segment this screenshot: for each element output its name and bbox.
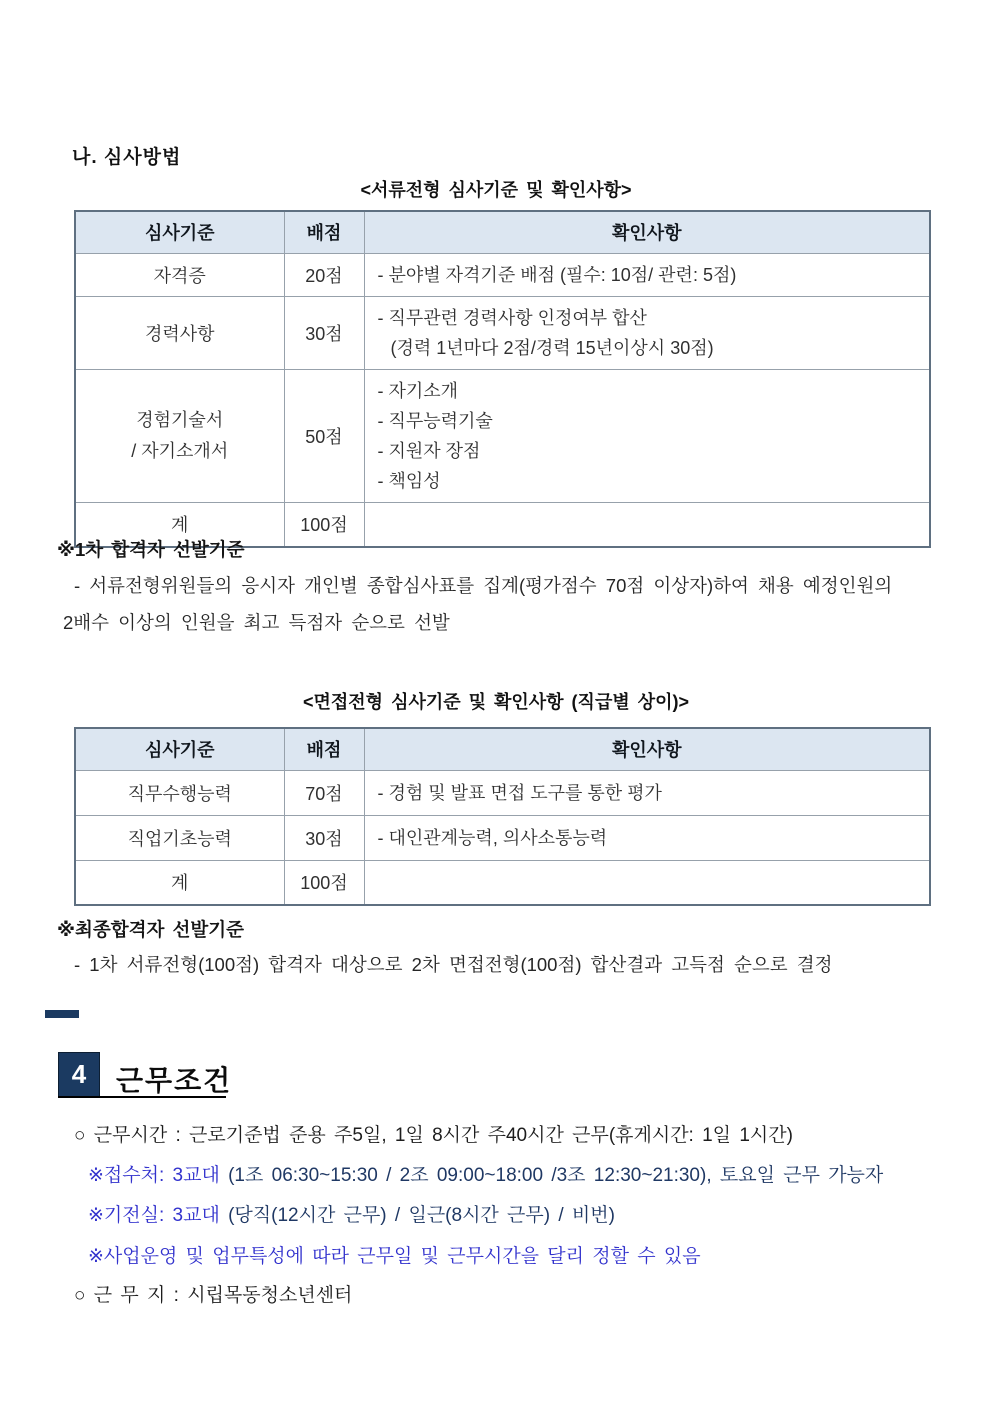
- table-cell-details: [364, 815, 930, 860]
- detail-line: (경력 1년마다 2점/경력 15년이상시 30점): [390, 337, 714, 358]
- table-cell-details: [364, 296, 930, 369]
- table-header-details: 확인사항: [364, 211, 930, 253]
- table-row: [75, 369, 930, 502]
- detail-line: - 대인관계능력, 의사소통능력: [377, 827, 608, 848]
- table-cell-points: 70점: [284, 770, 364, 815]
- table-header-details: 확인사항: [364, 728, 930, 770]
- table-cell-points: 50점: [284, 369, 364, 502]
- table2-title: <면접전형 심사기준 및 확인사항 (직급별 상이)>: [303, 692, 689, 712]
- work-reception-prefix: ※접수처: 3교대: [88, 1165, 220, 1186]
- table-row: [75, 296, 930, 369]
- detail-line: - 자기소개: [377, 380, 459, 401]
- table-row: [75, 253, 930, 296]
- table-header-criteria: 심사기준: [75, 728, 284, 770]
- table-row-total: [75, 860, 930, 905]
- work-reception-detail: (1조 06:30~15:30 / 2조 09:00~18:00 /3조 12:30~21:30), 토요일 근무 가능자: [219, 1165, 884, 1186]
- work-location-line: ○ 근 무 지 : 시립목동청소년센터: [74, 1285, 353, 1306]
- detail-line: - 경험 및 발표 면접 도구를 통한 평가: [377, 782, 662, 803]
- table-cell-details: [364, 253, 930, 296]
- table-cell-criteria: 계: [75, 860, 284, 905]
- work-schedule-note-line: ※사업운영 및 업무특성에 따라 근무일 및 근무시간을 달리 정할 수 있음: [88, 1246, 701, 1267]
- table-cell-points: 20점: [284, 253, 364, 296]
- table-cell-criteria: 경력사항: [75, 296, 284, 369]
- table-cell-criteria: 자격증: [75, 253, 284, 296]
- table-row: [75, 815, 930, 860]
- work-reception-line: [88, 1160, 883, 1187]
- note1-heading: ※1차 합격자 선발기준: [57, 539, 245, 560]
- table-cell-criteria: 직무수행능력: [75, 770, 284, 815]
- table-header-criteria: 심사기준: [75, 211, 284, 253]
- work-machine-room-detail: (당직(12시간 근무) / 일근(8시간 근무) / 비번): [219, 1205, 615, 1226]
- section4-number-box: [58, 1052, 100, 1097]
- detail-line: - 직무능력기술: [377, 410, 493, 431]
- section4-underline: [58, 1096, 226, 1098]
- table1-title: <서류전형 심사기준 및 확인사항>: [360, 180, 632, 200]
- table-header-row: [75, 728, 930, 770]
- criteria-line: 경험기술서: [136, 409, 224, 430]
- table-cell-criteria: [75, 369, 284, 502]
- interview-screening-table: [74, 727, 931, 906]
- table-cell-details: [364, 860, 930, 905]
- detail-line: - 분야별 자격기준 배점 (필수: 10점/ 관련: 5점): [377, 264, 737, 285]
- table-cell-details: [364, 770, 930, 815]
- note1-line-2: 2배수 이상의 인원을 최고 득점자 순으로 선발: [63, 612, 450, 633]
- work-machine-room-prefix: ※기전실: 3교대: [88, 1205, 220, 1226]
- table-cell-details: [364, 502, 930, 547]
- detail-line: - 직무관련 경력사항 인정여부 합산: [377, 307, 647, 328]
- section4-number: 4: [71, 1059, 87, 1089]
- section4-accent-dash: [45, 1010, 79, 1018]
- table-cell-points: 30점: [284, 296, 364, 369]
- detail-line: - 지원자 장점: [377, 440, 481, 461]
- table-cell-criteria: 계: [75, 502, 284, 547]
- section4-title: 근무조건: [116, 1065, 233, 1096]
- table-cell-points: 100점: [284, 502, 364, 547]
- table-cell-points: 30점: [284, 815, 364, 860]
- table-header-points: 배점: [284, 211, 364, 253]
- table-row: [75, 770, 930, 815]
- table-cell-criteria: 직업기초능력: [75, 815, 284, 860]
- criteria-line: / 자기소개서: [131, 440, 229, 461]
- detail-line: - 책임성: [377, 470, 441, 491]
- work-machine-room-line: [88, 1200, 615, 1227]
- note2-line-1: - 1차 서류전형(100점) 합격자 대상으로 2차 면접전형(100점) 합산결과 고득점 순으로 결정: [74, 954, 833, 975]
- document-screening-table: [74, 210, 931, 548]
- work-hours-line: ○ 근무시간 : 근로기준법 준용 주5일, 1일 8시간 주40시간 근무(휴게시간: 1일 1시간): [74, 1125, 793, 1146]
- note2-heading: ※최종합격자 선발기준: [57, 919, 244, 940]
- table-cell-details: [364, 369, 930, 502]
- table-header-row: [75, 211, 930, 253]
- note1-line-1: - 서류전형위원들의 응시자 개인별 종합심사표를 집계(평가점수 70점 이상자)하여 채용 예정인원의: [74, 575, 893, 596]
- section-heading: 나. 심사방법: [72, 147, 182, 168]
- table-cell-points: 100점: [284, 860, 364, 905]
- table-header-points: 배점: [284, 728, 364, 770]
